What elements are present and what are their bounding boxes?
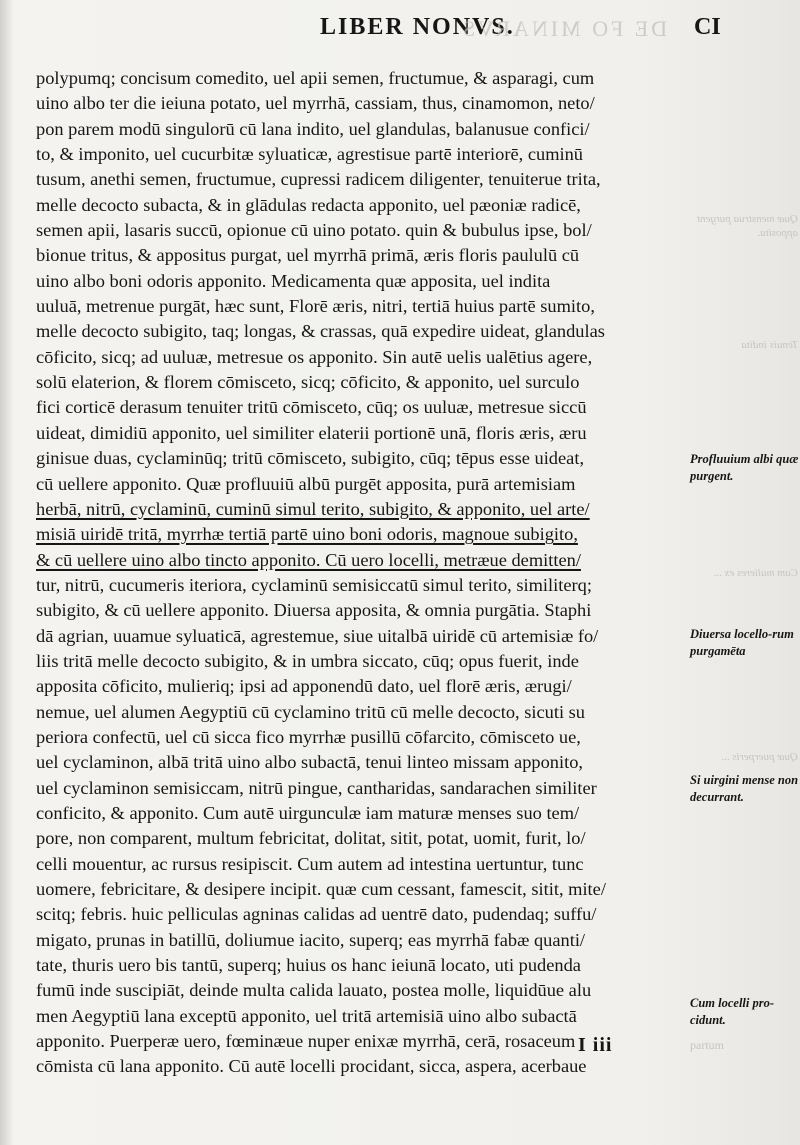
text-line: apponito. Puerperæ uero, fœminæue nuper enixæ myrrhā, cerā, rosaceum [36,1031,576,1052]
text-line: conficito, & apponito. Cum autē uirgunculæ iam maturæ menses suo tem/ [36,802,580,823]
bleed-through-note: Quæ puerperis ... [721,751,798,763]
marginal-note: Profluuium albi quæ purgent. [690,452,799,483]
text-line: polypumq; concisum comedito, uel apii semen, fructumue, & asparagi, cum [36,68,595,88]
text-line: to, & imponito, uel cucurbitæ syluaticæ, agrestisue partē interiorē, cuminū [36,144,583,165]
text-line: celli mouentur, ac rursus resipiscit. Cum autem ad intestina uertuntur, tunc [36,853,584,874]
text-line: fumū inde suscipiāt, deinde multa calida lauato, postea molle, liquidūue alu [36,980,592,1001]
text-line: tur, nitrū, cucumeris iteriora, cyclaminū semisiccatū simul terito, similiterq; [36,574,592,595]
text-line: apposita cōficito, mulieriq; ipsi ad apponendū dato, uel florē æris, ærugi/ [36,676,572,697]
marginal-note: Si uirgini mense non decurrant. [690,773,799,804]
text-line: cōficito, sicq; ad uuluæ, metresue os apponito. Sin autē uelis ualētius agere, [36,346,593,367]
text-line: nemue, uel alumen Aegyptiū cū cyclamino tritū cū melle decocto, sicuti su [36,701,586,722]
text-line: semen apii, lasaris succū, opionue cū uino potato. quin & bubulus ipse, bol/ [36,220,592,241]
text-line: uino albo boni odoris apponito. Medicamenta quæ apposita, uel indita [36,270,551,291]
text-line: solū elaterion, & florem cōmisceto, sicq; cōficito, & apponito, uel surculo [36,372,580,393]
text-line: uel cyclaminon semisiccam, nitrū pingue, cantharidas, sandarachen similiter [36,777,597,798]
bleed-through-text: DE FO MINARVS [460,16,668,41]
text-line: tusum, anethi semen, fructumue, cupressi radicem diligenter, tenuiterue trita, [36,169,601,190]
text-line: subigito, & cū uellere apponito. Diuersa apposita, & omnia purgātia. Staphi [36,600,592,621]
bleed-through-text: partum [690,1038,724,1052]
text-line: pore, non comparent, multum febricitat, dolitat, sitit, potat, uomit, furit, lo/ [36,828,586,849]
text-line: uideat, dimidiū apponito, uel similiter elaterii portionē unā, floris æris, æru [36,422,587,443]
text-line: men Aegyptiū lana exceptū apponito, uel tritā artemisiā uino albo subactā [36,1005,577,1026]
underlined-line: misiā uiridē tritā, myrrhæ tertiā partē uino boni odoris, magnoue subigito, [36,524,578,545]
text-line: migato, prunas in batillū, doliumue iacito, superq; eas myrrhā fabæ quanti/ [36,929,586,950]
bleed-through-note: Quæ menstrua purgent apposita. [696,213,798,239]
text-line: melle decocto subacta, & in glādulas redacta apponito, uel pæoniæ radicē, [36,194,581,215]
text-line: uino albo ter die ieiuna potato, uel myrrhā, cassiam, thus, cinamomon, neto/ [36,93,595,114]
running-head-title: LIBER NONVS. [320,14,515,40]
text-line: ginisue duas, cyclaminūq; tritū cōmisceto, subigito, cūq; tēpus esse uideat, [36,448,585,469]
marginal-note: Cum locelli pro-cidunt. [690,996,775,1027]
text-line: periora confectū, uel cū sicca fico myrrhæ pusillū cōfarcito, cōmisceto ue, [36,726,581,747]
folio-number: CI [694,14,721,40]
text-line: uomere, febricitare, & desipere incipit. quæ cum cessant, famescit, sitit, mite/ [36,879,606,899]
signature-mark: I iii [578,1034,613,1056]
body-text [36,66,682,1080]
text-line: liis tritā melle decocto subigito, & in umbra siccato, cūq; opus fuerit, inde [36,650,579,671]
text-line: tate, thuris uero bis tantū, superq; huius os hanc ieiunā locato, uti pudenda [36,955,581,976]
text-line: uuluā, metrenue purgāt, hæc sunt, Florē æris, nitri, tertiā huius partē sumito, [36,296,595,317]
underlined-line: herbā, nitrū, cyclaminū, cuminū simul terito, subigito, & apponito, uel arte/ [36,498,590,519]
text-line: pon parem modū singulorū cū lana indito, uel glandulas, balanusue confici/ [36,118,590,139]
bleed-through-note: Tenuis indita [741,339,798,351]
margin-notes [690,0,800,1145]
text-line: bionue tritus, & appositus purgat, uel myrrhā primā, æris floris paululū cū [36,245,580,266]
text-line: cōmista cū lana apponito. Cū autē locelli procidant, sicca, aspera, acerbaue [36,1056,587,1077]
text-line: uel cyclaminon, albā tritā uino albo subactā, tenui linteo missam apponito, [36,752,583,773]
bleed-through-note: Cum mulieres ex ... [713,567,798,579]
page-footer [0,1030,800,1060]
running-head [0,10,800,50]
gutter-shadow [0,0,14,1145]
marginal-note: Diuersa locello-rum purgamēta [690,627,794,658]
text-line: dā agrian, uuamue syluaticā, agrestemue, siue uitalbā uiridē cū artemisiæ fo/ [36,625,599,646]
text-line: cū uellere apponito. Quæ profluuiū albū purgēt apposita, purā artemisiam [36,473,576,494]
underlined-line: & cū uellere uino albo tincto apponito. Cū uero locelli, metræue demitten/ [36,549,581,570]
text-line: scitq; febris. huic pelliculas agninas calidas ad uentrē dato, pudendaq; suffu/ [36,904,597,925]
text-line: melle decocto subigito, taq; longas, & crassas, quā expedire uideat, glandulas [36,321,605,342]
text-line: fici corticē derasum tenuiter tritū cōmisceto, cūq; os uuluæ, metresue siccū [36,397,587,418]
